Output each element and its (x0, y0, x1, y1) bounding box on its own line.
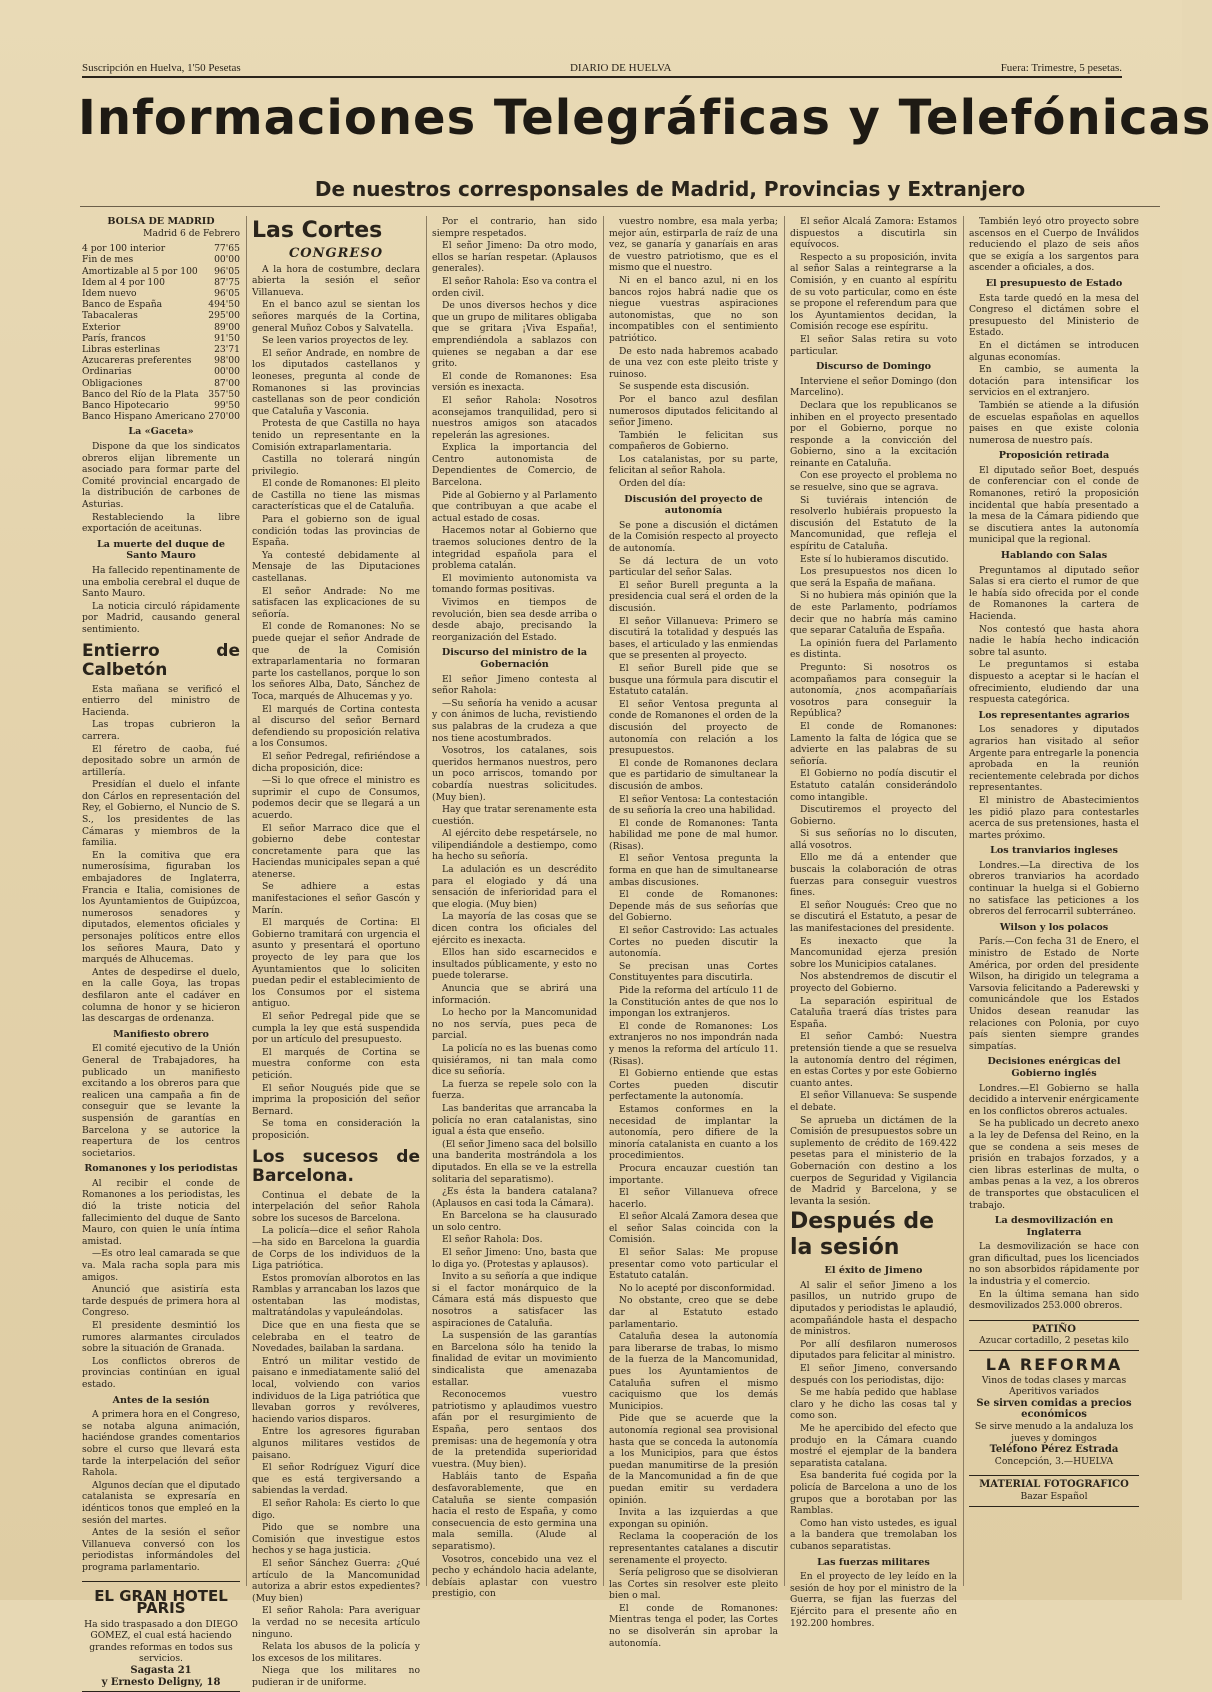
paragraph: El señor Andrade, en nombre de los diputados castellanos y leoneses, pregunta al conde de Romanones si las provincias castellanas son de peor condición que Cataluña y Vasconia. (252, 347, 420, 417)
paragraph: La separación espiritual de Cataluña traerá días tristes para España. (790, 995, 957, 1030)
ad-text: Se sirve menudo a la andaluza los jueves y domingos (974, 1421, 1134, 1444)
section-heading: Discusión del proyecto de autonomía (624, 493, 763, 517)
paragraph: Vosotros, concebido una vez el pecho y echándolo hacia adelante, debíais aplastar con vuestro prestigio, con (432, 1553, 597, 1600)
column-divider (246, 216, 247, 1586)
paragraph: La adulación es un descrédito para el elogiado y dá una sensación de inferioridad para el que elogia. (Muy bien) (432, 864, 597, 910)
ad-text: Teléfono Pérez Estrada (989, 1444, 1119, 1456)
paragraph: Hay que tratar serenamente esta cuestión. (432, 804, 597, 827)
paragraph: El señor Marraco dice que el gobierno debe contestar concretamente para que las Haciendas municipales sepan a qué atenerse. (252, 822, 420, 880)
stock-label: 4 por 100 interior (82, 243, 166, 255)
paragraph: El señor Rahola: Para averiguar la verdad no se necesita artículo ninguno. (252, 1605, 420, 1640)
paragraph: El conde de Romanones: Depende más de sus señorías que del Gobierno. (609, 889, 778, 924)
paragraph: ¿Es ésta la bandera catalana? (Aplausos en casi toda la Cámara). (432, 1186, 597, 1209)
stock-value: 23'71 (214, 344, 240, 356)
paragraph: Continua el debate de la interpelación del señor Rahola sobre los sucesos de Barcelona. (252, 1189, 420, 1224)
column-4 (609, 216, 779, 1649)
paragraph: El señor Jimeno: Uno, basta que lo diga yo. (Protestas y aplausos). (432, 1247, 597, 1270)
paragraph: El señor Ventosa pregunta la forma en que han de simultanearse ambas discusiones. (609, 853, 778, 888)
section-heading: Discurso del ministro de la Gobernación (441, 647, 588, 670)
paragraph: Estos promovían alborotos en las Ramblas y arrancaban los lazos que ostentaban las modistas, maltratándolas y vapuleándolas. (252, 1272, 420, 1319)
stock-exchange-title: BOLSA DE MADRID (107, 216, 215, 227)
paragraph: El señor Rahola: Es cierto lo que digo. (252, 1497, 420, 1521)
paragraph: Estamos conformes en la necesidad de implantar la autonomía, pero difiere de la minoría catalanista en cuanto a los procedimientos. (609, 1103, 778, 1162)
patino-advertisement (969, 1320, 1139, 1351)
section-heading: Discurso de Domingo (815, 361, 932, 373)
paragraph: Reconocemos vuestro patriotismo y aplaudimos vuestro afán por el resurgimiento de España, pero sentaos dos premisas: una de hegemonía y otra de la pretendida superioridad vuestra. (Muy bien). (432, 1389, 597, 1470)
paragraph: —Su señoría ha venido a acusar y con ánimos de lucha, revistiendo sus palabras de la crudeza a que nos tiene acostumbrados. (432, 697, 597, 744)
paragraph: El señor Jimeno: Da otro modo, ellos se harían respetar. (Aplausos generales). (432, 240, 597, 275)
paragraph: Restableciendo la libre exportación de aceitunas. (82, 511, 240, 535)
newspaper-name: DIARIO DE HUELVA (569, 62, 672, 74)
stock-label: Obligaciones (82, 377, 143, 389)
paragraph: Declara que los republicanos se inhiben en el proyecto presentado por el Gobierno, porque no responde a la convicción del Gobierno, sino a la excitación reinante en Cataluña. (790, 399, 957, 469)
paragraph: —Es otro leal camarada se que va. Mala racha sopla para mis amigos. (82, 1248, 240, 1283)
stock-label: Ordinarias (82, 366, 132, 378)
stock-label: Azucareras preferentes (82, 355, 192, 367)
stock-row (82, 344, 240, 355)
column-3 (432, 216, 597, 1600)
paragraph: El diputado señor Boet, después de conferenciar con el conde de Romanones, retiró la proposición incidental que había presentado a la mesa de la Cámara pidiendo que se discutiera antes la autonomía municipal que la regional. (969, 464, 1139, 546)
paragraph: Niega que los militares no pudieran ir de uniforme. (252, 1665, 420, 1688)
ad-title: EL GRAN HOTEL PARIS (94, 1587, 228, 1618)
stock-row (82, 411, 240, 422)
stock-value: 87'75 (214, 276, 240, 288)
column-5 (790, 216, 957, 1629)
paragraph: Cataluña desea la autonomía para liberarse de trabas, lo mismo de la fuerza de la Mancomunidad, pues los Ayuntamientos de Cataluña sufren el mismo caciquismo que los demás Municipios. (609, 1331, 778, 1412)
paragraph: Presidían el duelo el infante don Cárlos en representación del Rey, el Gobierno, el Nuncio de S. S., los presidentes de las Cámaras y miembros de la familia. (82, 779, 240, 849)
stock-value: 96'05 (214, 265, 240, 277)
paragraph: La policía—dice el señor Rahola—ha sido en Barcelona la guardia de Corps de los individuos de la Liga patriótica. (252, 1225, 420, 1272)
paragraph: En cambio, se aumenta la dotación para intensificar los servicios en el extranjero. (969, 364, 1139, 399)
paragraph: Los conflictos obreros de provincias continúan en igual estado. (82, 1355, 240, 1390)
paragraph: Vosotros, los catalanes, sois queridos hermanos nuestros, pero un poco arriscos, tomando por cobardía nuestras solicitudes. (Muy bien). (432, 745, 597, 803)
paragraph: Ni en el banco azul, ni en los bancos rojos habrá nadie que os niegue vuestras aspiraciones autonomistas, que no son incompatibles con el sentimiento patriótico. (609, 274, 778, 344)
paragraph: Se dá lectura de un voto particular del señor Salas. (609, 555, 778, 579)
paragraph: Nos contestó que hasta ahora nadie le había hecho indicación sobre tal asunto. (969, 623, 1139, 658)
section-heading: Los tranviarios ingleses (990, 845, 1118, 857)
paragraph: Protesta de que Castilla no haya tenido un representante en la Comisión extraparlamentaria. (252, 418, 420, 453)
paragraph: La desmovilización se hace con gran dificultad, pues los licenciados no son absorbidos rápidamente por la industria y el comercio. (969, 1241, 1139, 1288)
section-heading: Wilson y los polacos (999, 921, 1109, 933)
paragraph: Invito a su señoría a que indique si el factor monárquico de la Cámara está más dispuesto que nosotros a satisfacer las aspiraciones de Cataluña. (432, 1271, 597, 1329)
paragraph: No lo acepté por disconformidad. (619, 1282, 775, 1294)
paragraph: Le preguntamos si estaba dispuesto a aceptar si le hacían el ofrecimiento, eludiendo dar una respuesta categórica. (969, 659, 1139, 706)
paragraph: Anuncia que se abrirá una información. (432, 983, 597, 1006)
column-divider (603, 216, 604, 1586)
paragraph: Este sí lo hubieramos discutido. (800, 553, 949, 565)
paragraph: También se atiende a la difusión de escuelas españolas en aquellos paises en que existe colonia numerosa de nuestro país. (969, 399, 1139, 446)
paragraph: La policía no es las buenas como quisiéramos, ni tan mala como dice su señoría. (432, 1042, 597, 1078)
paragraph: El señor Villanueva ofrece hacerlo. (609, 1187, 778, 1210)
page-subtitle: De nuestros corresponsales de Madrid, Provincias y Extranjero (314, 177, 1026, 201)
paragraph: Nos abstendremos de discutir el proyecto del Gobierno. (790, 971, 957, 994)
stock-label: Amortizable al 5 por 100 (82, 265, 198, 277)
ad-title: MATERIAL FOTOGRAFICO (979, 1479, 1129, 1491)
paragraph: Sería peligroso que se disolvieran las Cortes sin resolver este pleito bien o mal. (609, 1567, 778, 1602)
stock-value: 96'05 (214, 288, 240, 299)
paragraph: El Gobierno no podía discutir el Estatuto catalán considerándolo como intangible. (790, 768, 957, 803)
paragraph: Respecto a su proposición, invita al señor Salas a reintegrarse a la Comisión, y en cuanto al espíritu de su voto particular, como en éste se propone el referendum para que los Ayuntamientos decidan, la Comisión recoge ese espíritu. (790, 251, 957, 333)
stock-row (82, 333, 240, 344)
paragraph: Se leen varios proyectos de ley. (262, 335, 409, 347)
ad-address: Concepción, 3.—HUELVA (994, 1455, 1114, 1467)
paragraph: El marqués de Cortina contesta al discurso del señor Bernard defendiendo su proposición relativa a los Consumos. (252, 703, 420, 750)
paragraph: Se me había pedido que hablase claro y he dicho las cosas tal y como son. (790, 1387, 957, 1422)
paragraph: Dispone da que los sindicatos obreros elijan libremente un asociado para formar parte del Comité provincial encargado de la distribución de carbones de Asturias. (82, 441, 240, 510)
stock-value: 77'65 (214, 243, 240, 255)
paragraph: El señor Rahola: Nosotros aconsejamos tranquilidad, pero si nuestros amigos son atacados repelerán las agresiones. (432, 394, 597, 441)
paragraph: Orden del día: (619, 478, 686, 490)
paragraph: El señor Salas: Me propuse presentar como voto particular el Estatuto catalán. (609, 1247, 778, 1282)
paragraph: La mayoría de las cosas que se dicen contra los oficiales del ejército es inexacta. (432, 911, 597, 946)
paragraph: Por el contrario, han sido siempre respetados. (432, 216, 597, 239)
column-divider (426, 216, 427, 1586)
paragraph: Reclama la cooperación de los representantes catalanes a discutir serenamente el proyecto. (609, 1531, 778, 1566)
paragraph: El movimiento autonomista va tomando formas positivas. (432, 572, 597, 596)
paragraph: Londres.—El Gobierno se halla decidido a intervenir enérgicamente en los conflictos obreros actuales. (969, 1082, 1139, 1117)
stock-value: 98'00 (214, 355, 240, 367)
paragraph: El señor Burell pide que se busque una fórmula para discutir el Estatuto catalán. (609, 662, 778, 698)
column-2 (252, 216, 420, 1688)
paragraph: El comité ejecutivo de la Unión General de Trabajadores, ha publicado un manifiesto excitando a los obreros para que realicen una campaña a fin de conseguir que se levante la suspensión de garantías en Barcelona y se autorice la reapertura de los centros societarios. (82, 1043, 240, 1159)
paragraph: Me he apercibido del efecto que produjo en la Cámara cuando mostré el ejemplar de la bandera separatista catalana. (790, 1423, 957, 1469)
paragraph: El señor Ventosa: La contestación de su señoría la creo una habilidad. (609, 793, 778, 817)
la-reforma-advertisement (969, 1355, 1139, 1467)
subscription-outside: Fuera: Trimestre, 5 pesetas. (1000, 62, 1122, 74)
paragraph: El féretro de caoba, fué depositado sobre un armón de artillería. (82, 743, 240, 778)
column-6 (969, 216, 1139, 1586)
stock-label: Fin de mes (82, 254, 134, 266)
ad-title: LA REFORMA (985, 1355, 1123, 1375)
paragraph: Pide que se acuerde que la autonomía regional sea provisional hasta que se conceda la autonomía a los Municipios, para que éstos puedan manumitirse de la presión de la Mancomunidad a fin de que puedan emitir su verdadera opinión. (609, 1413, 778, 1506)
stock-value: 00'00 (214, 254, 240, 266)
paragraph: Como han visto ustedes, es igual a la bandera que tremolaban los cubanos separatistas. (790, 1517, 957, 1552)
article-headline: Los sucesos de Barcelona. (252, 1146, 420, 1186)
stock-row (82, 366, 240, 377)
paragraph: vuestro nombre, esa mala yerba; mejor aún, estirparla de raíz de una vez, se ganaría y ganaríais en aras de vuestro patriotismo, que es el mismo que el nuestro. (609, 216, 778, 274)
paragraph: El presidente desmintió los rumores alarmantes circulados sobre la situación de Granada. (82, 1320, 240, 1355)
section-heading: La desmovilización en Inglaterra (994, 1215, 1114, 1238)
paragraph: Pide al Gobierno y al Parlamento que contribuyan a que acabe el actual estado de cosas. (432, 489, 597, 524)
stock-label: Idem nuevo (82, 288, 137, 299)
article-headline: Después de la sesión (790, 1209, 935, 1261)
paragraph: Con ese proyecto el problema no se resuelve, sino que se agrava. (790, 470, 957, 494)
paragraph: No obstante, creo que se debe dar al Estatuto estado parlamentario. (609, 1295, 778, 1330)
paragraph: Explica la importancia del Centro autonomista de Dependientes de Comercio, de Barcelona. (432, 442, 597, 489)
paragraph: El conde de Romanones: Los extranjeros no nos impondrán nada y menos la reforma del artículo 11. (Risas). (609, 1020, 778, 1067)
stock-label: Tabacaleras (82, 310, 138, 322)
paragraph: Si tuviérais intención de resolverlo hubiérais propuesto la discusión del Estatuto de la Mancomunidad, que refleja el espíritu de Cataluña. (790, 494, 957, 553)
column-divider (963, 216, 964, 1586)
section-heading: El éxito de Jimeno (824, 1265, 923, 1277)
paragraph: Se adhiere a estas manifestaciones el señor Gascón y Marín. (252, 881, 420, 916)
ad-text: Azucar cortadillo, 2 pesetas kilo (979, 1335, 1129, 1347)
stock-label: Exterior (82, 321, 121, 333)
paragraph: El señor Alcalá Zamora desea que el señor Salas coincida con la Comisión. (609, 1211, 779, 1246)
stock-row (82, 254, 240, 265)
paragraph: Es inexacto que la Mancomunidad ejerza presión sobre los Municipios catalanes. (790, 935, 957, 970)
paragraph: Se precisan unas Cortes Constituyentes para discutirla. (609, 960, 778, 984)
stock-row (82, 355, 240, 366)
paragraph: Esa banderita fué cogida por la policía de Barcelona a uno de los grupos que a borotaban por las Ramblas. (790, 1470, 957, 1517)
stock-label: Idem al 4 por 100 (82, 276, 165, 288)
section-heading: Hablando con Salas (1000, 550, 1108, 562)
paragraph: Se ha publicado un decreto anexo a la ley de Defensa del Reino, en la que se condena a seis meses de prisión en trabajos forzados, y a cien libras esterlinas de multa, o ambas penas a la vez, a los obreros de transportes que obstaculicen el trabajo. (969, 1118, 1139, 1211)
stock-label: París, francos (82, 332, 146, 344)
section-heading: La «Gaceta» (128, 426, 194, 438)
ad-text: Se sirven comidas a precios económicos (976, 1397, 1132, 1421)
stock-value: 270'00 (208, 411, 240, 423)
paragraph: El conde de Romanones: Lamento la falta de lógica que se advierte en las palabras de su señoría. (790, 720, 957, 767)
hotel-advertisement (82, 1581, 240, 1692)
paragraph: Hacemos notar al Gobierno que traemos soluciones dentro de la integridad española para el problema catalán. (432, 525, 597, 572)
paragraph: De unos diversos hechos y dice que un grupo de militares obligaba que se gritara ¡Viva España!, emprendiéndola a sablazos con quienes se negaban a dar ese grito. (432, 300, 597, 370)
paragraph: Al ejército debe respetársele, no vilipendiándole a destiempo, como ha hecho su señoría. (432, 828, 597, 863)
section-heading: Manifiesto obrero (113, 1028, 209, 1040)
paragraph: Para el gobierno son de igual condición todas las provincias de España. (252, 514, 420, 549)
stock-row (82, 378, 240, 389)
column-1 (82, 216, 240, 1688)
stock-label: Libras esterlinas (82, 344, 161, 356)
ad-text: Aperitivos variados (1009, 1386, 1099, 1398)
paragraph: En la comitiva que era numerosísima, figuraban los embajadores de Inglaterra, Francia e Italia, comisiones de los Ayuntamientos de Guipúzcoa, numerosos senadores y diputados, elementos oficiales y personajes políticos entre ellos los señores Maura, Dato y marqués de Alhucemas. (82, 849, 240, 966)
paragraph: Algunos decían que el diputado catalanista se expresaría en idénticos tonos que empleó en la sesión del martes. (82, 1479, 240, 1526)
stock-value: 295'00 (208, 310, 240, 322)
paragraph: Se suspende esta discusión. (619, 381, 750, 393)
paragraph: Antes de la sesión el señor Villanueva conversó con los periodistas informándoles del programa parlamentario. (82, 1527, 240, 1573)
ad-text: Vinos de todas clases y marcas (981, 1374, 1127, 1386)
ad-title: PATIÑO (1032, 1323, 1076, 1335)
photo-material-advertisement (969, 1475, 1139, 1506)
masthead-strip (82, 62, 1122, 78)
paragraph: El señor Sánchez Guerra: ¿Qué artículo de la Mancomunidad autoriza a abrir estos expedientes? (Muy bien) (252, 1557, 420, 1604)
stock-value: 00'00 (214, 366, 240, 378)
paragraph: Los presupuestos nos dicen lo que será la España de mañana. (790, 566, 957, 589)
paragraph: Antes de despedirse el duelo, en la calle Goya, las tropas desfilaron ante el cadáver en columna de honor y se hicieron las descargas de ordenanza. (82, 966, 240, 1025)
paragraph: La suspensión de las garantías en Barcelona sólo ha tenido la finalidad de evitar un movimiento sindicalista que amenazaba estallar. (432, 1330, 597, 1388)
paragraph: El señor Ventosa pregunta al conde de Romanones el orden de la discusión del proyecto de autonomía con relación a los presupuestos. (609, 698, 778, 757)
paragraph: El señor Nougués pide que se imprima la proposición del señor Bernard. (252, 1082, 420, 1117)
paragraph: Preguntamos al diputado señor Salas si era cierto el rumor de que le había sido ofrecida por el conde de Romanones la cartera de Hacienda. (969, 564, 1139, 622)
paragraph: Ellos han sido escarnecidos e insultados públicamente, y esto no puede tolerarse. (432, 947, 597, 982)
paragraph: Procura encauzar cuestión tan importante. (609, 1162, 778, 1186)
stock-label: Banco del Río de la Plata (82, 388, 199, 400)
column-divider (784, 216, 785, 1586)
paragraph: (El señor Jimeno saca del bolsillo una banderita mostrándola a los diputados. En ella se ve la estrella solitaria del separatismo). (432, 1138, 597, 1185)
stock-row (82, 322, 240, 333)
stock-row (82, 400, 240, 411)
stock-value: 357'50 (208, 388, 240, 400)
paragraph: El señor Rodríguez Vigurí dice que es está tergiversando a sabiendas la verdad. (252, 1462, 420, 1497)
paragraph: La opinión fuera del Parlamento es distinta. (790, 637, 957, 661)
paragraph: El ministro de Abastecimientos les pidió plazo para contestarles acerca de sus pretensiones, hasta el martes próximo. (969, 794, 1139, 841)
paragraph: Lo hecho por la Mancomunidad no nos servía, pues peca de parcial. (432, 1007, 597, 1042)
article-headline: Entierro de Calbetón (82, 640, 240, 680)
paragraph: Si sus señorías no lo discuten, allá vosotros. (790, 828, 957, 851)
paragraph: También le felicitan sus compañeros de Gobierno. (609, 429, 778, 453)
subscription-local: Suscripción en Huelva, 1'50 Pesetas (82, 62, 241, 74)
stock-row (82, 389, 240, 400)
paragraph: En Barcelona se ha clausurado un solo centro. (432, 1210, 597, 1233)
paragraph: El señor Jimeno contesta al señor Rahola: (432, 673, 597, 697)
paragraph: Ha fallecido repentinamente de una embolia cerebral el duque de Santo Mauro. (82, 564, 240, 600)
paragraph: El marqués de Cortina se muestra conforme con esta petición. (252, 1046, 420, 1081)
paragraph: Castilla no tolerará ningún privilegio. (252, 454, 420, 477)
stock-exchange-date: Madrid 6 de Febrero (143, 227, 240, 239)
section-kicker: CONGRESO (288, 246, 384, 261)
paragraph: El Gobierno entiende que estas Cortes pueden discutir perfectamente la autonomía. (609, 1068, 778, 1103)
paragraph: El conde de Romanones declara que es partidario de simultanear la discusión de ambos. (609, 757, 778, 792)
stock-row (82, 310, 240, 321)
stock-row (82, 277, 240, 288)
paragraph: La noticia circuló rápidamente por Madrid, causando general sentimiento. (82, 600, 240, 635)
stock-label: Banco Hipotecario (82, 400, 169, 412)
paragraph: El conde de Romanones: Tanta habilidad me pone de mal humor. (Risas). (609, 817, 778, 852)
section-heading: Proposición retirada (998, 450, 1110, 462)
paragraph: El señor Rahola: Dos. (442, 1234, 543, 1246)
paragraph: Ello me dá a entender que buscais la colaboración de otras fuerzas para conseguir vuestros fines. (790, 852, 957, 899)
paragraph: Entró un militar vestido de paisano e inmediatamente salió del local, volviendo con varios individuos de la Liga patriótica que llevaban gorros y revólveres, haciendo varios disparos. (252, 1355, 420, 1425)
paragraph: El señor Castrovido: Las actuales Cortes no pueden discutir la autonomía. (609, 925, 778, 960)
paragraph: El señor Pedregal, refiriéndose a dicha proposición, dice: (252, 750, 420, 774)
stock-value: 99'50 (214, 400, 240, 412)
section-heading: Los representantes agrarios (978, 709, 1130, 721)
paragraph: El señor Villanueva: Primero se discutirá la totalidad y después las bases, el articulado y las enmiendas que se presenten al proyecto. (609, 615, 778, 662)
paragraph: El conde de Romanones: No se puede quejar el señor Andrade de que de la Comisión extraparlamentaria no formaran parte los castellanos, porque lo son los señores Alba, Dato, Sánchez de Toca, marqués de Alhucemas y yo. (252, 621, 420, 702)
paragraph: Pido que se nombre una Comisión que investigue estos hechos y se haga justicia. (252, 1522, 420, 1557)
paragraph: El señor Jimeno, conversando después con los periodistas, dijo: (790, 1363, 957, 1386)
paragraph: Las tropas cubrieron la carrera. (82, 719, 240, 742)
section-heading: Decisiones enérgicas del Gobierno inglés (987, 1056, 1121, 1079)
stock-table (82, 243, 240, 422)
paragraph: Esta mañana se verificó el entierro del ministro de Hacienda. (82, 683, 240, 718)
paragraph: El conde de Romanones: Esa versión es inexacta. (432, 370, 597, 394)
paragraph: El señor Cambó: Nuestra pretensión tiende a que se resuelva la autonomía dentro del régimen, en estas Cortes y por este Gobierno cuanto antes. (790, 1031, 957, 1089)
paragraph: A la hora de costumbre, declara abierta la sesión el señor Villanueva. (252, 263, 420, 298)
paragraph: El señor Burell pregunta a la presidencia cual será el orden de la discusión. (609, 579, 778, 614)
paragraph: Pregunto: Si nosotros os acompañamos para conseguir la autonomía, ¿nos acompañaríais vosotros para conseguir la República? (790, 661, 957, 720)
paragraph: El señor Alcalá Zamora: Estamos dispuestos a discutirla sin equívocos. (790, 216, 957, 251)
paragraph: Relata los abusos de la policía y los excesos de los militares. (252, 1641, 420, 1664)
paragraph: El señor Rahola: Eso va contra el orden civil. (432, 275, 597, 299)
paragraph: Ya contesté debidamente al Mensaje de las Diputaciones castellanas. (252, 549, 420, 585)
title-rule (80, 206, 1160, 207)
paragraph: Se pone a discusión el dictámen de la Comisión respecto al proyecto de autonomía. (609, 519, 778, 555)
paragraph: El señor Pedregal pide que se cumpla la ley que está suspendida por un artículo del presupuesto. (252, 1011, 420, 1046)
paragraph: El conde de Romanones: Mientras tenga el poder, las Cortes no se disolverán sin aprobar la autonomía. (609, 1602, 778, 1649)
paragraph: En el proyecto de ley leído en la sesión de hoy por el ministro de la Guerra, se fijan las fuerzas del Ejército para el presente año en 192.200 hombres. (790, 1571, 957, 1629)
paragraph: Vivimos en tiempos de revolución, bien sea desde arriba o desde abajo, precisando la reorganización del Estado. (432, 597, 597, 643)
stock-value: 494'50 (208, 299, 240, 311)
paragraph: Los senadores y diputados agrarios han visitado al señor Argente para entregarle la ponencia aprobada en la reunión recientemente celebrada por dichos representantes. (969, 724, 1139, 794)
ad-address: y Ernesto Deligny, 18 (101, 1676, 221, 1688)
paragraph: Anunció que asistiría esta tarde después de primera hora al Congreso. (82, 1284, 240, 1319)
paragraph: Por el banco azul desfilan numerosos diputados felicitando al señor Jimeno. (609, 393, 778, 429)
paragraph: Interviene el señor Domingo (don Marcelino). (790, 375, 957, 399)
section-heading: El presupuesto de Estado (985, 277, 1123, 289)
paragraph: París.—Con fecha 31 de Enero, el ministro de Estado de Norte América, por orden del presidente Wilson, ha dirigido un telegrama a Varsovia felicitando a Paderewski y comunicándole que los Estados Unidos desean reanudar las relaciones con Polonia, por cuyo país sienten siempre grandes simpatías. (969, 936, 1139, 1052)
paragraph: Invita a las izquierdas a que expongan su opinión. (609, 1507, 778, 1530)
paragraph: Al salir el señor Jimeno a los pasillos, un nutrido grupo de diputados y periodistas le aplaudió, acompañándole hasta el despacho de ministros. (790, 1279, 957, 1338)
page-title: Informaciones Telegráficas y Telefónicas (78, 90, 1212, 146)
paragraph: Si no hubiera más opinión que la de este Parlamento, podríamos decir que no habría más camino que separar Cataluña de España. (790, 590, 957, 637)
section-heading: La muerte del duque de Santo Mauro (97, 538, 225, 562)
paragraph: El señor Villanueva: Se suspende el debate. (790, 1090, 957, 1113)
paragraph: Esta tarde quedó en la mesa del Congreso el dictámen sobre el presupuesto del Ministerio de Estado. (969, 292, 1139, 339)
stock-value: 89'00 (214, 321, 240, 333)
ad-text: Ha sido traspasado a don DIEGO GOMEZ, el cual está haciendo grandes reformas en todos sus servicios. (84, 1618, 238, 1665)
stock-row (82, 299, 240, 310)
ad-address: Sagasta 21 (130, 1665, 192, 1677)
paragraph: Por allí desfilaron numerosos diputados para felicitar al ministro. (790, 1338, 957, 1362)
paragraph: En el banco azul se sientan los señores marqués de la Cortina, general Muñoz Cobos y Salvatella. (252, 299, 420, 334)
paragraph: De esto nada habremos acabado de una vez con este pleito triste y ruinoso. (609, 345, 778, 380)
paragraph: Los catalanistas, por su parte, felicitan al señor Rahola. (609, 453, 778, 477)
paragraph: Se toma en consideración la proposición. (252, 1118, 420, 1141)
paragraph: Habláis tanto de España desfavorablemente, que en Cataluña se siente compasión hacia el resto de España, y como consecuencia de esto germina una mala semilla. (Alude al separatismo). (432, 1471, 597, 1552)
section-heading: Las fuerzas militares (817, 1556, 930, 1568)
paragraph: En la última semana han sido desmovilizados 253.000 obreros. (969, 1288, 1139, 1312)
paragraph: También leyó otro proyecto sobre ascensos en el Cuerpo de Inválidos reduciendo el plazo de seis años que se exigía a los sargentos para ascender a oficiales, a dos. (969, 216, 1139, 274)
stock-row (82, 243, 240, 254)
paragraph: El señor Nougués: Creo que no se discutirá el Estatuto, a pesar de las manifestaciones del presidente. (790, 899, 957, 935)
paragraph: Al recibir el conde de Romanones a los periodistas, les dió la triste noticia del fallecimiento del duque de Santo Mauro, con quien le unía íntima amistad. (82, 1177, 240, 1247)
paragraph: Discutiremos el proyecto del Gobierno. (790, 804, 957, 827)
stock-row (82, 266, 240, 277)
paragraph: El señor Salas retira su voto particular. (790, 333, 957, 357)
paragraph: En el dictámen se introducen algunas economías. (969, 339, 1139, 363)
stock-row (82, 288, 240, 299)
section-heading: Antes de la sesión (112, 1394, 210, 1406)
paragraph: —Si lo que ofrece el ministro es suprimir el cupo de Consumos, podemos decir que se llegará a un acuerdo. (252, 775, 420, 821)
paragraph: El marqués de Cortina: El Gobierno tramitará con urgencia el asunto y presentará el oportuno proyecto de ley para que los Ayuntamientos que lo soliciten puedan pedir el establecimiento de los Consumos por el sistema antiguo. (252, 917, 420, 1010)
article-headline: Las Cortes (252, 218, 383, 243)
paragraph: La fuerza se repele solo con la fuerza. (432, 1078, 597, 1102)
paragraph: Las banderitas que arrancaba la policía no eran catalanistas, sino igual a ésta que enseño. (432, 1102, 597, 1138)
paragraph: El señor Andrade: No me satisfacen las explicaciones de su señoría. (252, 585, 420, 620)
paragraph: Londres.—La directiva de los obreros tranviarios ha acordado continuar la huelga si el Gobierno no satisface las peticiones a los obreros del ferrocarril subterráneo. (969, 859, 1139, 918)
stock-label: Banco de España (82, 299, 163, 311)
paragraph: Se aprueba un dictámen de la Comisión de presupuestos sobre un suplemento de crédito de 169.422 pesetas para el ministerio de la Gobernación con destino a los cuerpos de Seguridad y Vigilancia de Madrid y Barcelona, y se levanta la sesión. (790, 1114, 957, 1207)
stock-value: 91'50 (214, 332, 240, 344)
section-heading: Romanones y los periodistas (84, 1163, 238, 1175)
paragraph: A primera hora en el Congreso, se notaba alguna animación, haciéndose grandes comentarios sobre el curso que llevará esta tarde la interpelación del señor Rahola. (82, 1409, 240, 1479)
stock-value: 87'00 (214, 377, 240, 389)
paragraph: Entre los agresores figuraban algunos militares vestidos de paisano. (252, 1426, 420, 1461)
ad-text: Bazar Español (1020, 1490, 1088, 1502)
paragraph: El conde de Romanones: El pleito de Castilla no tiene las mismas características que el de Cataluña. (252, 478, 420, 513)
paragraph: Pide la reforma del artículo 11 de la Constitución antes de que nos lo impongan los extranjeros. (609, 985, 778, 1020)
paragraph: Dice que en una fiesta que se celebraba en el teatro de Novedades, bailaban la sardana. (252, 1320, 420, 1355)
stock-label: Banco Hispano Americano (82, 411, 206, 423)
